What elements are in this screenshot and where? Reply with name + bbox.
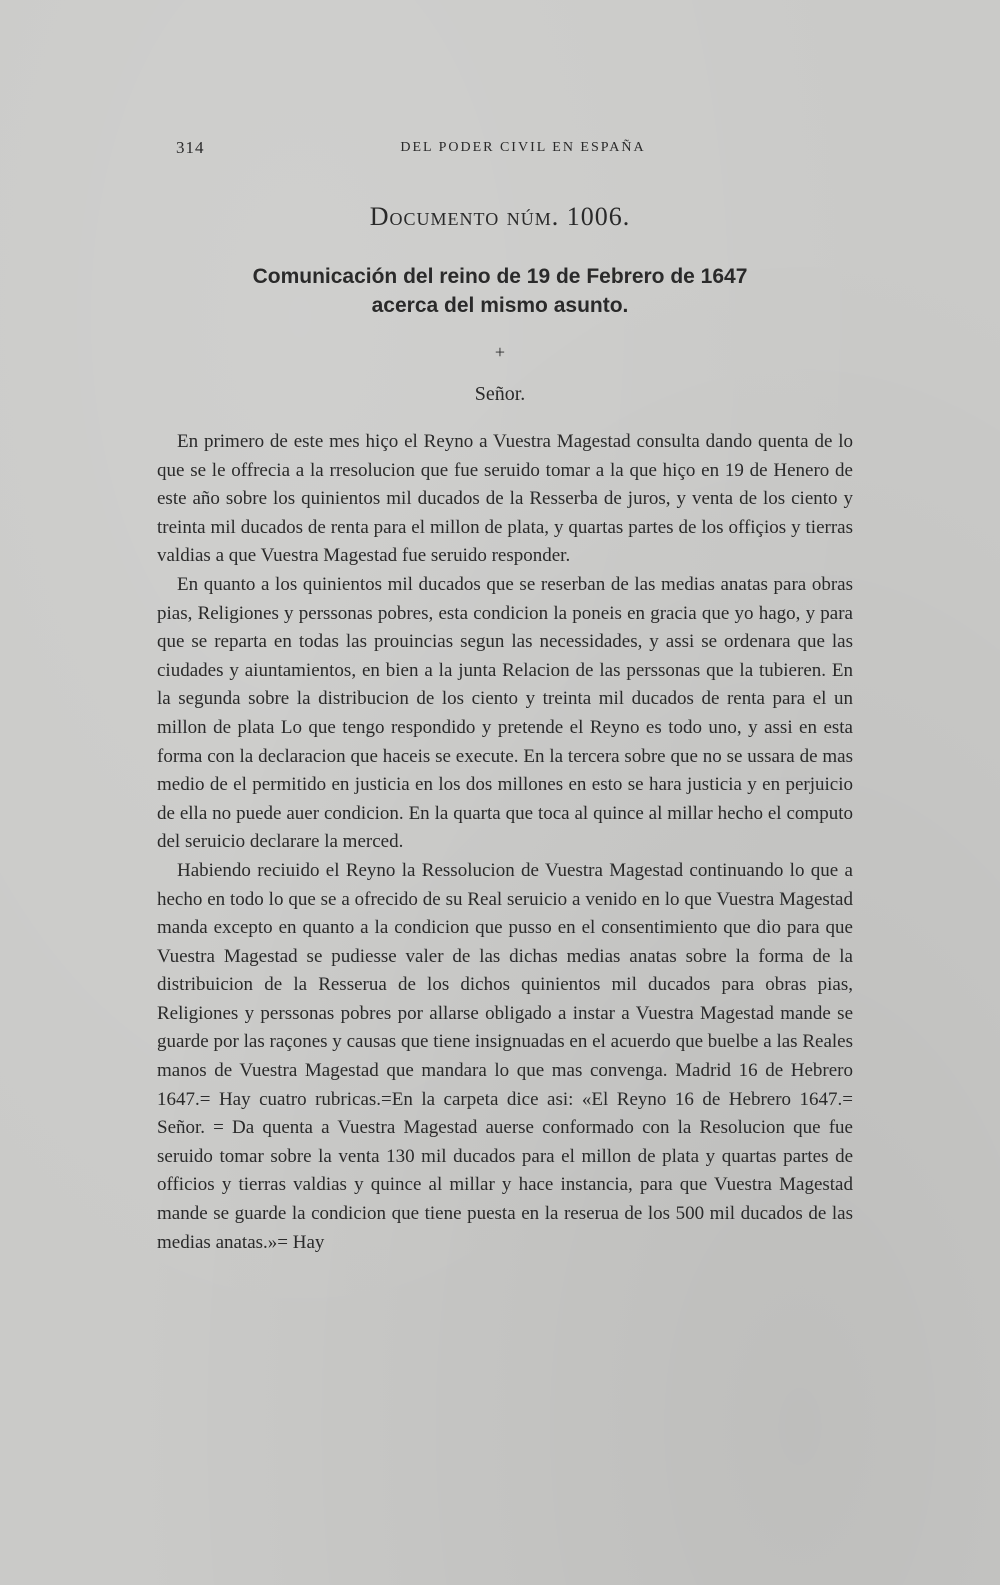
page-number: 314 xyxy=(176,138,205,157)
paragraph-2: En quanto a los quinientos mil ducados que se reserban de las medias anatas para obras pias, Religiones y perssonas pobres, esta condicion la poneis en gracia que yo hago, y para que se reparta en todas las prouincias segun las necessidades, y assi se ordenara que las ciudades y aiuntamientos, en bien a la junta Relacion de las perssonas que la tubieren. En la segunda sobre la distribucion de los ciento y treinta mil ducados de renta para el un millon de plata Lo que tengo respondido y pretende el Reyno es todo uno, y assi en esta forma con la declaracion que haceis se execute. En la tercera sobre que no se ussara de mas medio de el permitido en justicia en los dos millones en esto se hara justicia y en perjuicio de ella no puede auer condicion. En la quarta que toca al quince al millar hecho el computo del seruicio declarare la merced. xyxy=(157,573,853,853)
running-head xyxy=(176,138,870,162)
subtitle-line-1: Comunicación del reino de 19 de Febrero de 1647 xyxy=(252,265,748,288)
document-heading: Documento núm. 1006. xyxy=(369,202,631,231)
subtitle-line-2: acerca del mismo asunto. xyxy=(371,294,629,317)
salutation: Señor. xyxy=(474,383,526,405)
running-title: DEL PODER CIVIL EN ESPAÑA xyxy=(400,140,646,155)
cross-mark: + xyxy=(494,342,506,362)
body-text xyxy=(157,428,853,1257)
document-subtitle xyxy=(0,262,1000,320)
paragraph-1: En primero de este mes hiço el Reyno a Vuestra Magestad consulta dando quenta de lo que se le offrecia a la rresolucion que fue seruido tomar a la que hiço en 19 de Henero de este año sobre los quinientos mil ducados de la Resserba de juros, y venta de los ciento y treinta mil ducados de renta para el millon de plata, y quartas partes de los offiçios y tierras valdias a que Vuestra Magestad fue seruido responder. xyxy=(157,431,853,567)
paragraph-3: Habiendo reciuido el Reyno la Ressolucion de Vuestra Magestad continuando lo que a hecho en todo lo que se a ofrecido de su Real seruicio a venido en lo que Vuestra Magestad manda excepto en quanto a la condicion que pusso en el consentimiento que dio para que Vuestra Magestad se pudiesse valer de las dichas medias anatas sobre la forma de la distribuicion de la Resserua de los dichos quinientos mil ducados para obras pias, Religiones y perssonas pobres por allarse obligado a instar a Vuestra Magestad mande se guarde por las raçones y causas que tiene insignuadas en el acuerdo que buelbe a las Reales manos de Vuestra Magestad que mandara lo que mas convenga. Madrid 16 de Hebrero 1647.= Hay cuatro rubricas.=En la carpeta dice asi: «El Reyno 16 de Hebrero 1647.= Señor. = Da quenta a Vuestra Magestad auerse conformado con la Resolucion que fue seruido tomar sobre la venta 130 mil ducados para el millon de plata y quartas partes de officios y tierras valdias y quince al millar y hace instancia, para que Vuestra Magestad mande se guarde la condicion que tiene puesta en la reserua de los 500 mil ducados de las medias anatas.»= Hay xyxy=(157,859,853,1253)
